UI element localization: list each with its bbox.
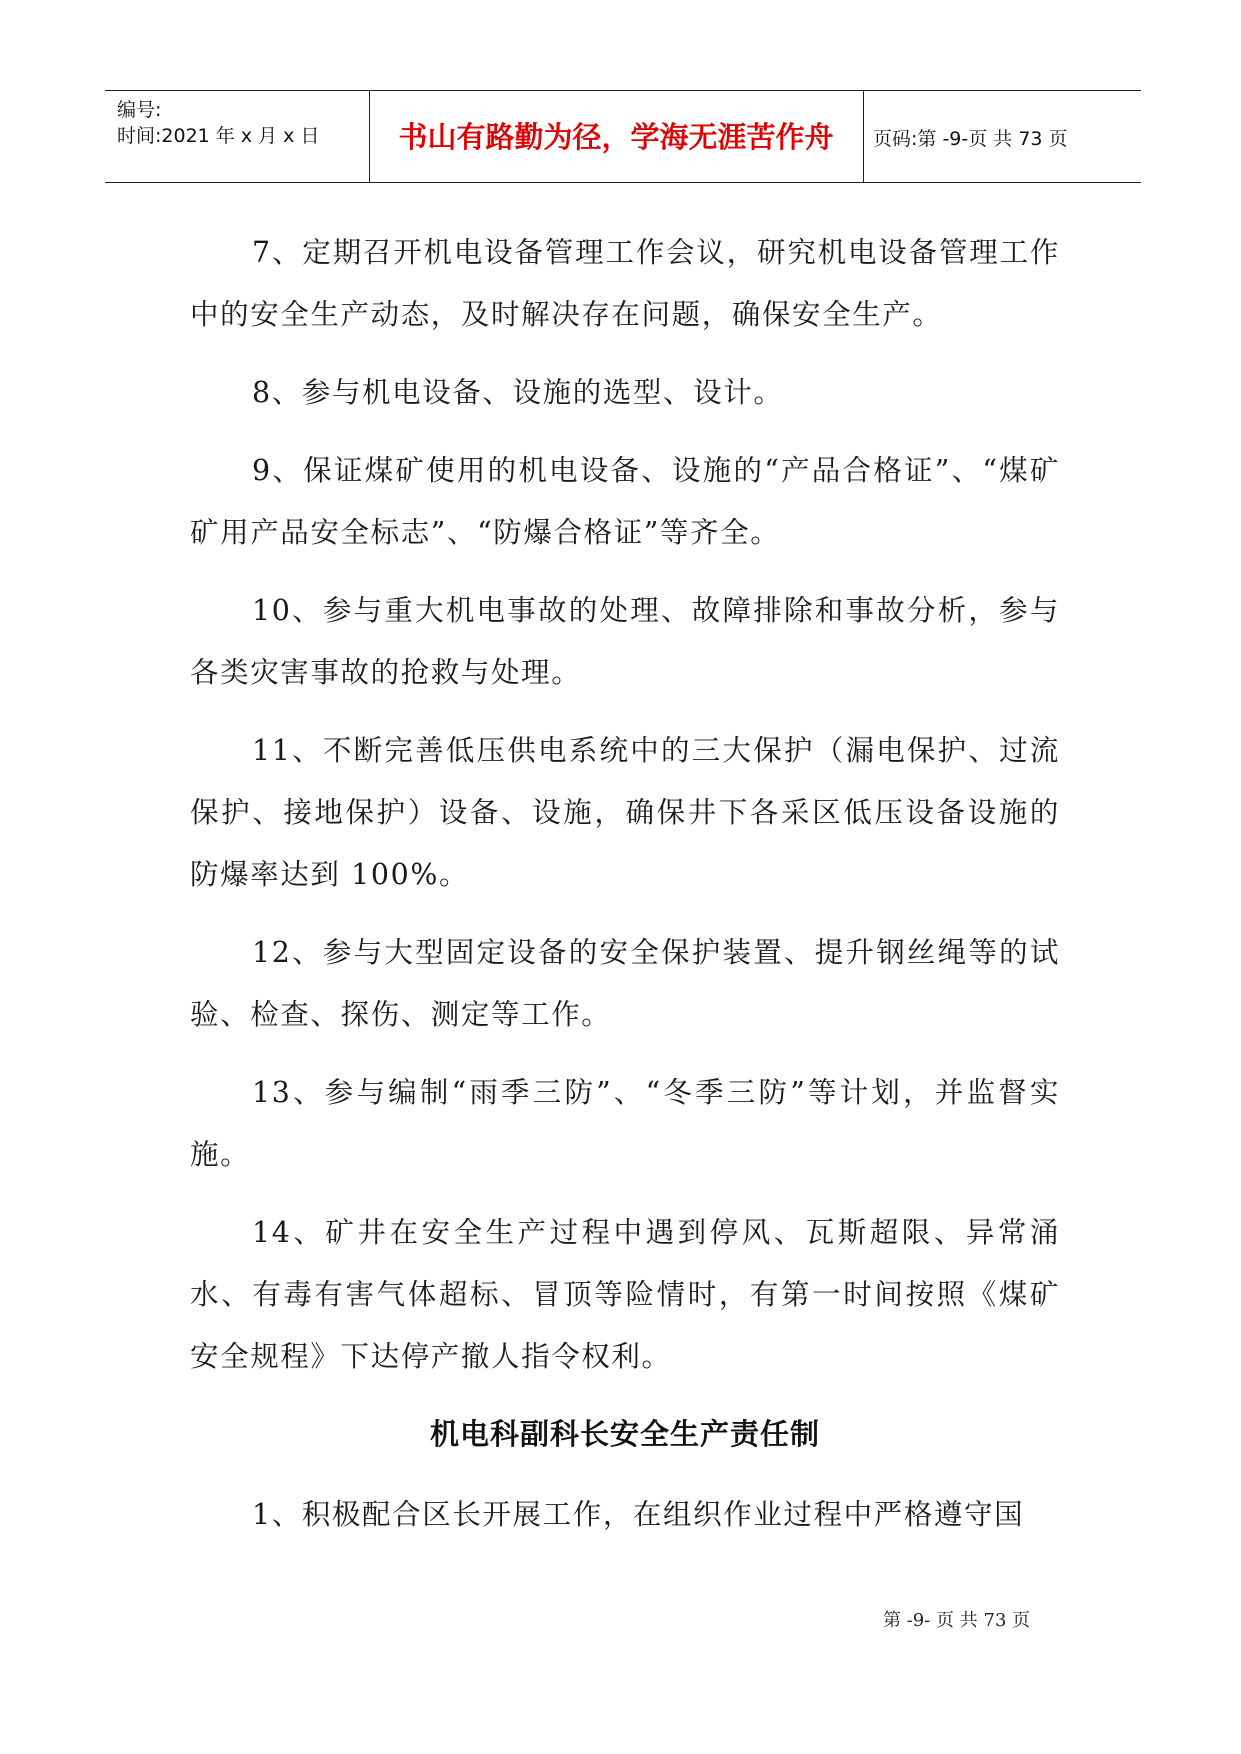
body-paragraph: 11、不断完善低压供电系统中的三大保护（漏电保护、过流保护、接地保护）设备、设施，确保井下各采区低压设备设施的防爆率达到 100%。 xyxy=(190,734,1060,891)
document-header xyxy=(105,90,1141,183)
document-code-label: 编号: xyxy=(117,99,162,121)
body-paragraph: 8、参与机电设备、设施的选型、设计。 xyxy=(252,376,784,409)
body-paragraph: 9、保证煤矿使用的机电设备、设施的“产品合格证”、“煤矿矿用产品安全标志”、“防爆合格证”等齐全。 xyxy=(190,454,1060,549)
page-footer: 第 -9- 页 共 73 页 xyxy=(883,1610,1031,1631)
body-paragraph: 10、参与重大机电事故的处理、故障排除和事故分析，参与各类灾害事故的抢救与处理。 xyxy=(190,594,1060,689)
section-title: 机电科副科长安全生产责任制 xyxy=(429,1417,820,1451)
body-paragraph: 14、矿井在安全生产过程中遇到停风、瓦斯超限、异常涌水、有毒有害气体超标、冒顶等险情时，有第一时间按照《煤矿安全规程》下达停产撤人指令权利。 xyxy=(190,1216,1060,1373)
document-time-label: 时间:2021 年 x 月 x 日 xyxy=(117,125,320,147)
document-body xyxy=(190,222,1060,1562)
header-page-code: 页码:第 -9-页 共 73 页 xyxy=(873,128,1068,150)
body-paragraph: 13、参与编制“雨季三防”、“冬季三防”等计划，并监督实施。 xyxy=(190,1076,1060,1171)
body-paragraph: 12、参与大型固定设备的安全保护装置、提升钢丝绳等的试验、检查、探伤、测定等工作。 xyxy=(190,936,1060,1031)
header-divider xyxy=(863,91,864,182)
header-divider xyxy=(369,91,370,182)
body-paragraph: 7、定期召开机电设备管理工作会议，研究机电设备管理工作中的安全生产动态，及时解决存在问题，确保安全生产。 xyxy=(190,236,1060,331)
body-paragraph: 1、积极配合区长开展工作，在组织作业过程中严格遵守国 xyxy=(252,1498,1025,1531)
header-motto: 书山有路勤为径，学海无涯苦作舟 xyxy=(398,120,834,154)
